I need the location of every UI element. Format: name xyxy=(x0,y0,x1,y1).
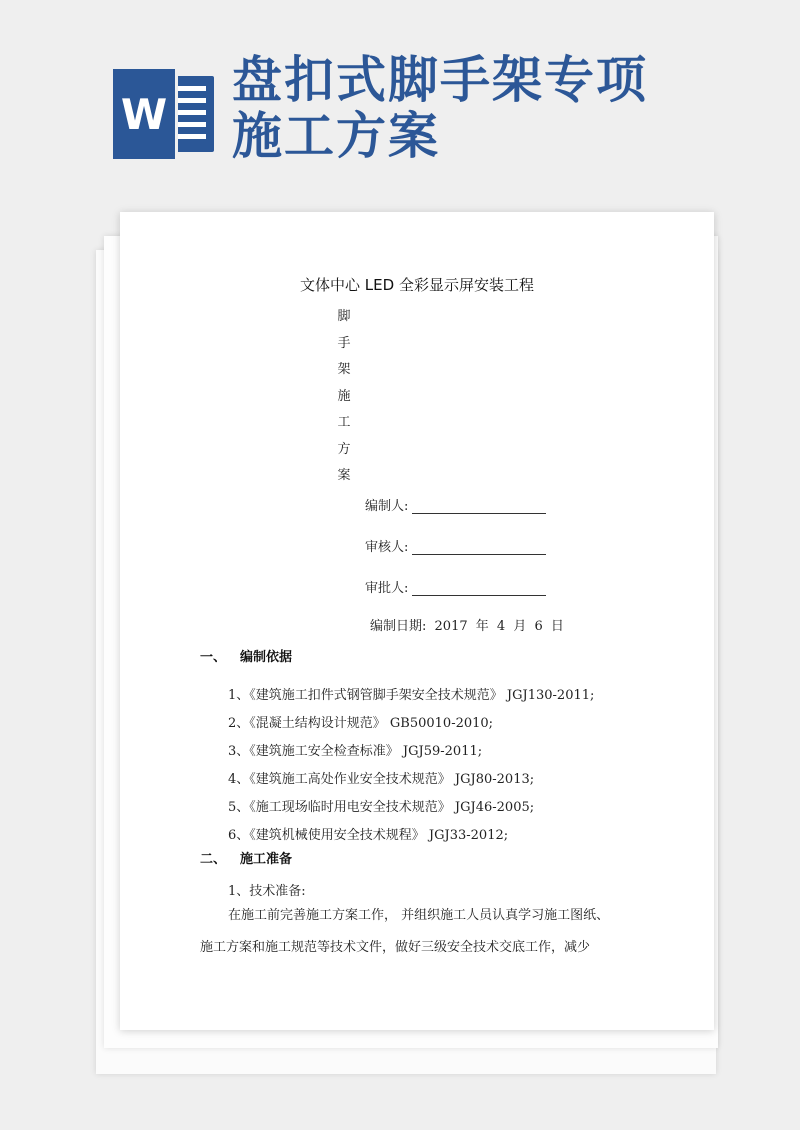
section-1-number: 一、 xyxy=(200,650,227,665)
reference-item: 1、《建筑施工扣件式钢管脚手架安全技术规范》 JGJ130-2011; xyxy=(228,688,595,703)
approver-label: 审批人: xyxy=(365,581,409,596)
reference-item: 4、《建筑施工高处作业安全技术规范》 JGJ80-2013; xyxy=(228,772,535,787)
document-title: 文体中心 LED 全彩显示屏安装工程 xyxy=(300,276,534,294)
date-month-unit: 月 xyxy=(513,619,527,634)
compiler-signature-line xyxy=(412,499,546,514)
header-banner xyxy=(0,0,800,200)
date-year-unit: 年 xyxy=(475,619,489,634)
section-2-number: 二、 xyxy=(200,852,227,867)
section-2-heading xyxy=(200,848,292,867)
approver-signature-line xyxy=(412,581,546,596)
section-1-heading xyxy=(200,646,292,665)
vertical-char: 脚 xyxy=(337,309,351,324)
banner-title-line2: 施工方案 xyxy=(232,107,440,165)
date-month: 4 xyxy=(496,619,506,634)
reviewer-row xyxy=(365,536,546,555)
paragraph-line-1: 在施工前完善施工方案工作， 并组织施工人员认真学习施工图纸、 xyxy=(228,908,610,923)
vertical-char: 手 xyxy=(337,335,351,351)
date-year: 2017 xyxy=(434,619,468,634)
vertical-char: 案 xyxy=(337,468,351,483)
approver-row xyxy=(365,577,546,596)
banner-title-line1: 盘扣式脚手架专项 xyxy=(232,51,648,109)
paragraph-line-2: 施工方案和施工规范等技术文件，做好三级安全技术交底工作，减少 xyxy=(200,940,591,955)
compile-date xyxy=(370,615,568,634)
section-2-title: 施工准备 xyxy=(240,852,293,867)
vertical-char: 架 xyxy=(337,362,351,377)
word-document-icon xyxy=(110,66,216,162)
vertical-char: 工 xyxy=(337,415,351,430)
date-day: 6 xyxy=(534,619,543,634)
reference-item: 3、《建筑施工安全检查标准》 JGJ59-2011; xyxy=(228,744,483,759)
vertical-char: 方 xyxy=(337,441,351,457)
compiler-label: 编制人: xyxy=(365,499,409,514)
section-1-title: 编制依据 xyxy=(240,650,293,665)
compiler-row xyxy=(365,495,546,514)
document-page xyxy=(120,212,714,1030)
banner-title xyxy=(232,52,752,164)
vertical-char: 施 xyxy=(337,388,351,404)
icon-letter: W xyxy=(110,66,178,162)
technical-preparation-heading: 1、技术准备: xyxy=(228,884,306,899)
reference-item: 2、《混凝土结构设计规范》 GB50010-2010; xyxy=(228,716,494,731)
reference-item: 5、《施工现场临时用电安全技术规范》 JGJ46-2005; xyxy=(228,800,535,815)
vertical-title xyxy=(334,304,354,490)
reviewer-signature-line xyxy=(412,540,546,555)
reference-item: 6、《建筑机械使用安全技术规程》 JGJ33-2012; xyxy=(228,828,509,843)
date-day-unit: 日 xyxy=(550,619,564,634)
reviewer-label: 审核人: xyxy=(365,540,409,555)
date-label: 编制日期: xyxy=(370,619,427,634)
